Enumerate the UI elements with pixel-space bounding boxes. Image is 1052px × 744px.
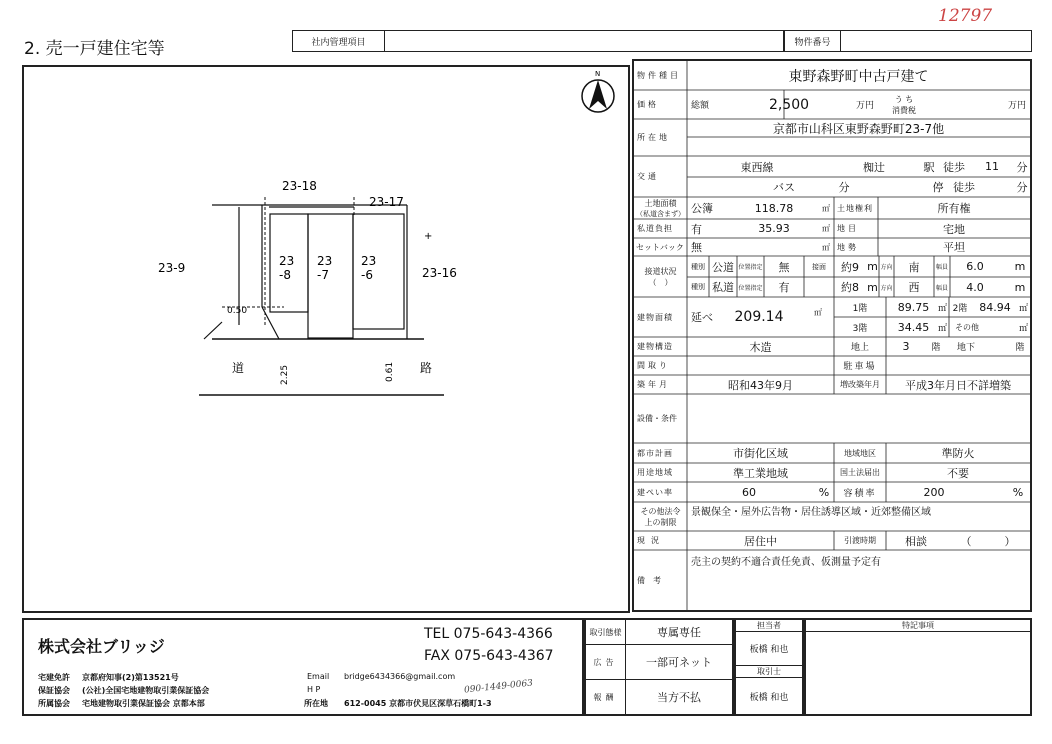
stop-walk-label: 徒歩 [953,181,975,194]
addr-value: 612-0045 京都市伏見区深草石橋町1-3 [344,699,492,708]
address-value: 京都市山科区東野森野町23-7他 [772,121,945,136]
f1-value: 89.75 [897,300,930,314]
ad-value: 一部可ネット [626,645,732,680]
width-unit-1: m [1014,260,1026,273]
spec-table [632,59,1032,612]
assoc-value: (公社)全国宅地建物取引業保証協会 [82,686,210,695]
company-fax: FAX 075-643-4367 [424,648,554,664]
mgmt-box [292,30,784,52]
law-label-1: その他法令 [640,506,681,516]
private-road-area: 35.93 [758,222,790,235]
remarks-label: 備考 [637,575,669,585]
struct-value: 木造 [749,340,772,354]
kai-label: 階 [931,343,941,353]
equip-label: 設備・条件 [637,414,677,423]
f1-label: 1階 [852,303,868,314]
land-area-label [634,197,687,219]
use-value: 準工業地域 [733,466,788,480]
reno-value: 平成3年月日不詳増築 [905,378,1011,392]
floors-value: 3 [902,340,910,353]
built-value: 昭和43年9月 [728,378,793,392]
road-label: 道 [232,361,245,375]
price-value: 2,500 [768,96,810,113]
length-1: 約9 [841,260,859,274]
built-label: 築年月 [637,380,670,389]
district-label: 地域地区 [844,448,876,458]
bldg-area-unit: ㎡ [814,307,822,317]
member-value: 宅地建物取引業保証協会 京都本部 [82,699,205,708]
other-unit: ㎡ [1019,323,1029,334]
stop-label: 停 [932,181,944,194]
bldg-area-label: 建物面積 [637,312,673,322]
lot-label: 23-17 [369,195,404,209]
dir-1: 南 [908,260,920,274]
far-value: 200 [923,485,945,499]
member-label: 所属協会 [38,699,70,708]
length-unit-1: m [867,260,878,273]
stop-min-label: 分 [1016,181,1028,194]
bldg-area-value: 209.14 [734,309,784,325]
company-tel: TEL 075-643-4366 [424,626,553,642]
f2-label: 2階 [952,303,968,314]
email-label: Email [307,672,330,681]
other-label: その他 [955,322,979,332]
notes-label: 特記事項 [806,620,1030,632]
use-label: 用途地域 [637,468,673,477]
length-unit-2: m [867,280,878,294]
station-label: 駅 [923,160,935,174]
status-value: 居住中 [744,534,777,548]
houi-label-2: 方向 [880,284,893,292]
struct-label: 建物構造 [637,342,673,351]
unit-label: -6 [361,268,373,282]
footer-company [22,618,584,716]
f2-value: 84.94 [979,300,1011,314]
private-road-unit: ㎡ [822,224,830,233]
land-right-label: 土地権利 [837,203,873,213]
setsu-label-1: 接面 [812,262,826,271]
fukuin-label-1: 幅員 [935,264,948,271]
walk-label: 徒歩 [943,160,965,174]
addr-label: 所在地 [304,699,328,708]
deal-label: 取引態様 [586,620,626,645]
land-area-label-sub: （私道含まず） [636,209,685,218]
footer-notes [804,618,1032,716]
ichi-label-1: 位置指定 [738,264,763,271]
company-name: 株式会社ブリッジ [38,637,165,656]
dimension-label: 0.61 [385,361,395,382]
reno-label: 増改築年月 [840,380,880,389]
unit-label: -8 [279,268,291,282]
shubetsu-label: 種別 [691,262,705,271]
koubo-label: 公簿 [691,202,713,215]
tax-unit: 万円 [1007,101,1026,111]
handover-value: 相談 [905,534,927,548]
district-value: 準防火 [941,447,975,460]
law-label [634,502,687,531]
houi-label-1: 方向 [880,264,893,271]
land-right-value: 所有権 [937,202,971,215]
road-type-2: 私道 [712,281,734,294]
f2-unit: ㎡ [1019,303,1029,314]
far-label: 容積率 [843,488,877,499]
unit-label: 23 [317,254,333,268]
chimoku-value: 宅地 [943,222,965,236]
chimoku-label: 地目 [837,224,859,233]
assoc-label: 保証協会 [38,686,70,695]
kai-label-2: 階 [1015,343,1025,353]
handover-paren: （ ） [960,534,1016,548]
setback-flag: 無 [691,241,702,254]
setback-unit: ㎡ [822,242,830,252]
lot-label: 23-9 [158,261,186,275]
law-value: 景観保全・屋外広告物・居住誘導区域・近郊整備区域 [691,507,931,518]
hp-label: H P [307,685,321,694]
fukuin-label-2: 幅員 [935,284,948,292]
traffic-label: 交通 [637,172,659,181]
access-label [634,256,687,297]
number-box [784,30,1032,52]
handwritten-phone: 090-1449-0063 [463,678,534,696]
mgmt-label: 社内管理項目 [293,31,385,51]
parking-label: 駐車場 [843,362,877,372]
station-value: 椥辻 [863,160,885,174]
f3-value: 34.45 [897,320,930,334]
land-area-value: 118.78 [754,201,794,215]
footer-staff [734,618,804,716]
kokudo-value: 不要 [947,466,969,480]
dimension-label: 2.25 [280,364,290,385]
unit-label: 23 [361,254,377,268]
unit-label: -7 [317,268,329,282]
fee-label: 報酬 [586,680,626,714]
madori-label: 間取り [637,361,670,370]
city-plan-value: 市街化区域 [733,447,788,460]
f3-unit: ㎡ [938,323,948,334]
ichi-value-2: 有 [778,281,790,294]
status-label: 現況 [637,536,665,545]
handwritten-number: 12797 [938,6,993,26]
page-title: 2. 売一戸建住宅等 [24,39,165,59]
license-value: 京都府知事(2)第13521号 [82,673,179,682]
access-label-2: （ ） [648,277,673,287]
agent-label: 取引士 [736,666,802,678]
handover-label: 引渡時期 [844,536,876,545]
kokudo-label: 国土法届出 [840,468,880,477]
setback-label: セットバック [636,242,684,252]
bcr-label: 建ぺい率 [637,487,673,497]
north-label: N [595,70,601,78]
total-label: 総額 [691,101,710,111]
agent-value: 板橋 和也 [749,692,789,703]
ichi-label-2: 位置指定 [738,284,763,292]
bcr-value: 60 [742,485,756,499]
f3-label: 3階 [852,323,868,334]
width-unit-2: m [1014,280,1026,294]
nobe-label: 延べ [691,311,713,324]
bcr-unit: % [818,485,830,499]
plus-mark: + [424,231,433,242]
north-arrow-icon [582,80,614,112]
lot-label: 23-16 [422,266,457,280]
shumoku-label: 物件種目 [637,71,681,80]
bus-label: バス [773,181,795,194]
remarks-value: 売主の契約不適合責任免責、仮測量予定有 [691,557,881,568]
address-label: 所在地 [637,133,670,142]
map-area [22,65,630,613]
private-road-label: 私道負担 [637,224,673,233]
walk-minutes: 11 [985,160,999,173]
city-plan-label: 都市計画 [637,448,673,458]
ichi-value-1: 無 [778,260,790,274]
tax-label-1: う ち [894,94,914,104]
width-2: 4.0 [966,280,984,294]
staff-label: 担当者 [736,620,802,632]
chisei-label: 地勢 [837,242,859,252]
price-unit: 万円 [856,101,875,111]
deal-value: 専属専任 [626,620,732,645]
law-label-2: 上の制限 [644,517,677,527]
min-label: 分 [1016,160,1028,174]
access-label-1: 接道状況 [644,266,677,276]
land-area-unit: ㎡ [822,203,830,213]
fee-value: 当方不払 [657,691,701,704]
width-1: 6.0 [966,260,984,273]
f1-unit: ㎡ [938,303,948,314]
chisei-value: 平坦 [943,241,965,254]
shumoku-value: 東野森野町中古戸建て [788,68,929,85]
staff-value: 板橋 和也 [736,632,802,666]
tax-label-2: 消費税 [892,105,916,115]
below-label: 地下 [956,343,975,353]
lot-label: 23-18 [282,179,317,193]
dir-2: 西 [908,281,920,294]
tax-label [884,90,924,119]
road-label: 路 [420,361,433,375]
length-2: 約8 [841,281,859,294]
price-label: 価格 [637,100,659,109]
shubetsu-label-2: 種別 [691,283,705,291]
number-label: 物件番号 [785,31,841,51]
private-road-flag: 有 [691,222,702,236]
dimension-label: 0.50 [227,306,248,316]
site-map [24,67,628,611]
road-type-1: 公道 [712,260,734,274]
land-area-label-main: 土地面積 [644,198,677,208]
bus-min-label: 分 [838,181,850,194]
footer-terms [584,618,734,716]
unit-label: 23 [279,254,295,268]
license-label: 宅建免許 [38,673,70,682]
ad-label: 広告 [586,645,626,680]
line-value: 東西線 [740,160,774,174]
email-value[interactable]: bridge6434366@gmail.com [344,672,456,681]
far-unit: % [1012,485,1024,499]
above-label: 地上 [850,343,869,353]
